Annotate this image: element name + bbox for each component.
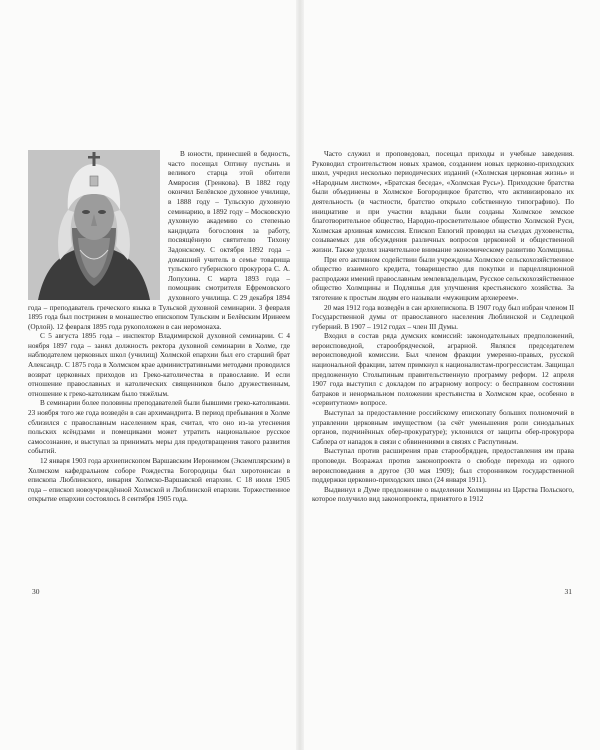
right-paragraph-4: Входил в состав ряда думских комиссий: законодательных предположений, вероисповедной, старообрядческой, аграрной. Являлся председателем вероисповедной комиссии. Был членом фракции умеренно-правых, русской национальной фракции, затем примкнул к националистам-прогрессистам. Защищал предложенную Столыпиным правительственную программу реформ. 12 апреля 1907 года выступил с докладом по аграрному вопросу: о бесправном состоянии батраков и ненормальном положении крестьянства в Холмском крае, особенно в «сервитутном» вопросе. — [312, 332, 574, 408]
book-gutter — [296, 0, 304, 750]
left-paragraph-1: С 5 августа 1895 года – инспектор Владимирской духовной семинарии. С 4 ноября 1897 года – занял должность ректора духовной семинарии в Холме, где наблюдателем церковных школ (училищ) Холмской епархии был его старший брат Александр. С 1875 года в Холмском крае административными методами проводился возврат церковных приходов из Греко-католичества в православие. И если отношение православных и католических священников было дружественным, отношение к греко-католикам было тяжёлым. — [28, 332, 290, 398]
right-paragraph-5: Выступал за предоставление российскому епископату больших полномочий в управлении церковным имуществом (за счёт уменьшения роли синодальных органов, подчинённых обер-прокуратуре); уклонился от защиты обер-прокурора Саблера от нападок в связи с обвинениями в связях с Распутиным. — [312, 409, 574, 446]
photo-wrap-paragraph: В юности, принесшей в бедность, часто посещал Оптину пустынь и великого старца этой обители Амвросия (Гренкова). В 1882 году окончил Белёвское духовное училище, в 1888 году – Тульскую духовную семинарию, в 1892 году – Московскую духовную академию со степенью кандидата богословия за работу, посвящённую святителю Тихону Задонскому. С октября 1892 года – домашний учитель в семье товарища тульского губернского прокурора С. А. Лопухина. С марта 1893 года – помощник смотрителя Ефремовского духовного училища. С 29 декабря 1894 года – преподаватель греческого языка в Тульской духовной семинарии. 3 февраля 1895 года был пострижен в монашество епископом Тульским и Белёвским Иринеем (Орлой). 12 февраля 1895 года рукоположен в сан иеромонаха. — [28, 150, 290, 331]
left-page-number: 30 — [32, 587, 40, 596]
portrait-bishop-icon — [28, 150, 160, 300]
left-paragraph-2: В семинарии более половины преподавателей были бывшими греко-католиками. 23 ноября того же года возведён в сан архимандрита. В период пребывания в Холме сблизился с православным населением края, считал, что оно из-за утеснения польских ксёндзами и помещиками может утратить национальное русское самосознание, и выступал за принимать меры для предотвращения такого развития событий. — [28, 399, 290, 456]
right-page — [300, 0, 600, 750]
bishop-portrait-photo — [28, 150, 160, 300]
right-paragraph-1: Часто служил и проповедовал, посещал приходы и учебные заведения. Руководил строительством новых храмов, созданием новых церковно-приходских школ, учредил несколько периодических изданий («Холмская церковная жизнь» и «Народным листком», «Братская беседа», «Холмская Русь»). Приходские братства были объединены в Холмское Богородицкое братство, что активизировало их деятельность (в частности, братство открыло собственную типографию). По инициативе и при участии владыки были созданы Холмское земское благотворительное общество, Народно-просветительное общество Холмской Руси, Холмская архивная комиссия. Епископ Евлогий проводил на съездах духовенства, созываемых для обсуждения различных вопросов церковной и общественной жизни. Также уделял значительное внимание экономическому развитию Холмщины. — [312, 150, 574, 254]
right-paragraph-6: Выступал против расширения прав старообрядцев, предоставления им права проповеди. Возражал против законопроекта о свободе перехода из одного вероисповедания в другое (30 мая 1909); был сторонником государственной поддержки церковно-приходских школ (24 января 1911). — [312, 447, 574, 485]
right-paragraph-7: Выдвинул в Думе предложение о выделении Холмщины из Царства Польского, которое получило вид законопроекта, принятого в 1912 — [312, 485, 574, 504]
right-paragraph-2: При его активном содействии были учреждены Холмское сельскохозяйственное общество взаимного кредита, товарищество для покупки и парцелляционной распродажи имений православным землевладельцам, Русское сельскохозяйственное общество Холмщины и Подляшья для улучшения крестьянского хозяйства. За тяготение к простым людям его называли «мужицким архиереем». — [312, 255, 574, 302]
right-page-number: 31 — [564, 587, 572, 596]
left-paragraph-3: 12 января 1903 года архиепископом Варшавским Иеронимом (Экземплярским) в Холмском кафедральном соборе Рождества Богородицы был хиротонисан в епископа Люблинского, викария Холмско-Варшавской епархии. С 18 июля 1905 года – епископ новоучреждённой Холмской и Люблинской епархии. Торжественное открытие епархии состоялось 8 сентября 1905 года. — [28, 457, 290, 504]
right-paragraph-3: 20 мая 1912 года возведён в сан архиепископа. В 1907 году был избран членом II Государственной думы от православного населения Люблинской и Седлецкой губерний. В 1907 – 1912 годах – член III Думы. — [312, 303, 575, 331]
